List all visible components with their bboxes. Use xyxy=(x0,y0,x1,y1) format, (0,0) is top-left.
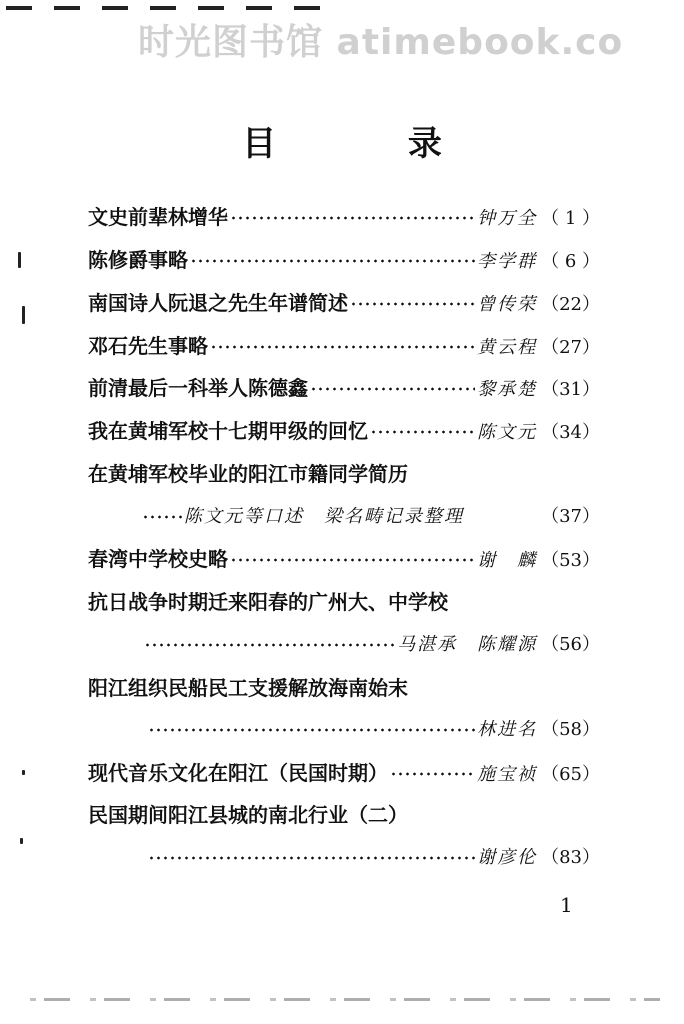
scan-mark xyxy=(20,838,23,844)
scan-mark xyxy=(22,770,25,775)
toc-entry xyxy=(88,417,600,447)
toc-entry-author: 陈文元等口述 梁名畴记录整理 xyxy=(184,506,464,527)
toc-entry-title: 抗日战争时期迁来阳春的广州大、中学校 xyxy=(88,590,448,614)
toc-entry-author: 黄云程 xyxy=(477,337,538,358)
toc-entry-title: 邓石先生事略 xyxy=(88,334,208,358)
page-number: 1 xyxy=(560,893,573,917)
toc-entry-page: （22） xyxy=(541,294,600,315)
dot-leader xyxy=(148,726,475,734)
toc-entry-author: 黎承楚 xyxy=(477,379,538,400)
dot-leader xyxy=(370,428,475,436)
toc-entry-title: 现代音乐文化在阳江（民国时期） xyxy=(88,761,388,785)
toc-entry xyxy=(88,289,600,319)
toc-entry-title: 民国期间阳江县城的南北行业（二） xyxy=(88,803,408,827)
dot-leader xyxy=(142,513,182,521)
top-border-dashes xyxy=(6,6,336,10)
toc-entry-author: 施宝祯 xyxy=(477,764,538,785)
toc-entry-author: 林进名 xyxy=(477,719,538,740)
toc-entry-title: 陈修爵事略 xyxy=(88,248,188,272)
toc-entry-author: 马湛承 陈耀源 xyxy=(397,634,538,655)
toc-entry-title: 南国诗人阮退之先生年谱简述 xyxy=(88,291,348,315)
toc-entry-author: 谢 麟 xyxy=(477,550,538,571)
dot-leader xyxy=(210,343,475,351)
toc-entry-author: 曾传荣 xyxy=(477,294,538,315)
toc-entry xyxy=(88,374,600,404)
toc-entry-author: 李学群 xyxy=(477,251,538,272)
toc-entry-title: 在黄埔军校毕业的阳江市籍同学简历 xyxy=(88,462,408,486)
toc-entry-continuation xyxy=(146,716,600,744)
toc-entry-page: （27） xyxy=(541,337,600,358)
toc-entry-page: （31） xyxy=(541,379,600,400)
toc-entry-heading xyxy=(88,588,600,616)
toc-entry xyxy=(88,759,600,789)
toc-entry-page: （58） xyxy=(541,719,600,740)
dot-leader xyxy=(144,641,395,649)
toc-entry-continuation xyxy=(146,844,600,872)
toc-entry-title: 前清最后一科举人陈德鑫 xyxy=(88,376,308,400)
toc-entry-author: 钟万全 xyxy=(477,208,538,229)
toc-entry-page: （37） xyxy=(541,506,600,527)
dot-leader xyxy=(190,257,475,265)
dot-leader xyxy=(230,556,475,564)
scan-noise xyxy=(30,998,660,1001)
dot-leader xyxy=(310,385,475,393)
toc-entry-author: 陈文元 xyxy=(477,422,538,443)
toc-entry-continuation xyxy=(142,503,600,531)
page-title: 目 录 xyxy=(242,124,502,164)
toc-entry-heading xyxy=(88,801,600,829)
toc-entry xyxy=(88,203,600,233)
toc-entry-continuation xyxy=(142,631,600,659)
dot-leader xyxy=(350,300,475,308)
dot-leader xyxy=(230,214,475,222)
toc-entry-title: 春湾中学校史略 xyxy=(88,547,228,571)
toc-entry-page: （65） xyxy=(541,764,600,785)
toc-entry-page: （ 6 ） xyxy=(541,251,600,272)
scan-mark xyxy=(18,252,21,268)
toc-entry xyxy=(88,332,600,362)
toc-entry-author: 谢彦伦 xyxy=(477,847,538,868)
toc-entry-page: （ 1 ） xyxy=(541,208,600,229)
watermark: 时光图书馆 atimebook.co xyxy=(138,22,624,63)
toc-entry-heading xyxy=(88,674,600,702)
toc-entry-heading xyxy=(88,460,600,488)
toc-entry-page: （56） xyxy=(541,634,600,655)
dot-leader xyxy=(390,770,475,778)
toc-entry-page: （53） xyxy=(541,550,600,571)
toc-entry-title: 阳江组织民船民工支援解放海南始末 xyxy=(88,676,408,700)
dot-leader xyxy=(148,854,475,862)
scan-mark xyxy=(22,306,25,324)
toc-entry-title: 我在黄埔军校十七期甲级的回忆 xyxy=(88,419,368,443)
toc-entry-page: （34） xyxy=(541,422,600,443)
toc-entry-page: （83） xyxy=(541,847,600,868)
toc-entry-title: 文史前辈林增华 xyxy=(88,205,228,229)
toc-entry xyxy=(88,545,600,575)
toc-entry xyxy=(88,246,600,276)
